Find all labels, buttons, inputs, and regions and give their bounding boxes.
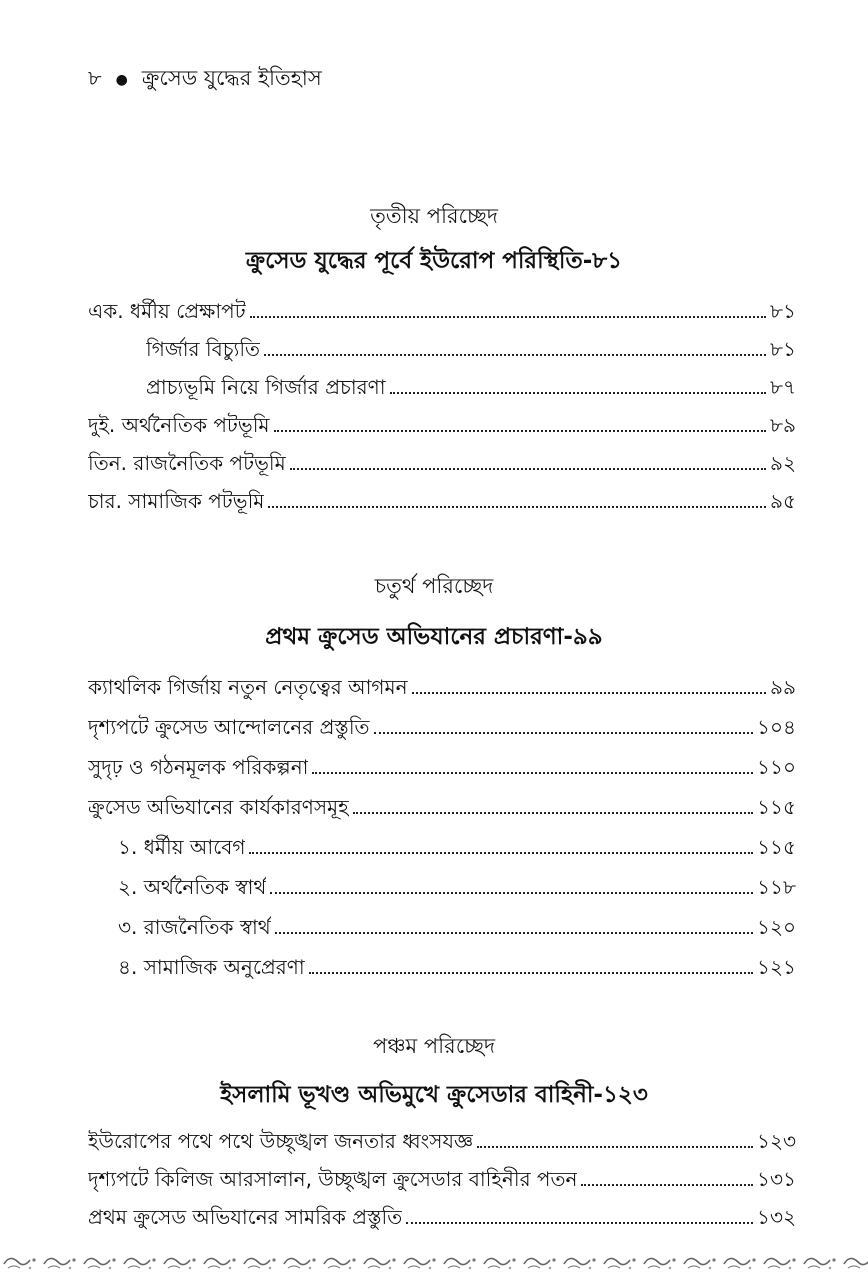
toc-entry-title: দৃশ্যপটে ক্রুসেড আন্দোলনের প্রস্তুতি	[88, 715, 370, 739]
toc-entry[interactable]	[88, 336, 796, 362]
chapter-title: ক্রুসেড যুদ্ধের পূর্বে ইউরোপ পরিস্থিতি-৮১	[245, 248, 623, 274]
toc-entry-page: ৮৭	[770, 375, 796, 399]
dot-leader	[290, 468, 766, 470]
toc-section-5	[88, 1128, 796, 1230]
dot-leader	[374, 732, 753, 734]
chapter-label: চতুর্থ পরিচ্ছেদ	[374, 574, 494, 598]
dot-leader	[390, 392, 766, 394]
toc-entry[interactable]	[88, 1166, 796, 1192]
toc-entry-title: চার. সামাজিক পটভূমি	[88, 489, 265, 513]
dot-leader	[309, 972, 753, 974]
toc-entry-page: ৯৫	[770, 489, 796, 513]
toc-section-4	[88, 674, 796, 980]
page-number: ৮	[88, 66, 102, 90]
toc-entry-title: তিন. রাজনৈতিক পটভূমি	[88, 451, 286, 475]
toc-entry-page: ১১০	[757, 755, 796, 779]
running-header	[88, 62, 322, 97]
dot-leader	[250, 316, 766, 318]
dot-leader	[275, 932, 753, 934]
dot-leader	[412, 692, 766, 694]
dot-leader	[406, 1222, 753, 1224]
toc-entry-title: ইউরোপের পথে পথে উচ্ছৃঙ্খল জনতার ধ্বংসযজ্ঞ	[88, 1129, 474, 1153]
toc-entry-title: দৃশ্যপটে কিলিজ আরসালান, উচ্ছৃঙ্খল ক্রুসেডার বাহিনীর পতন	[88, 1167, 578, 1191]
toc-entry[interactable]	[88, 754, 796, 780]
dot-leader	[353, 812, 753, 814]
toc-entry-title: ক্রুসেড অভিযানের কার্যকারণসমূহ	[88, 795, 349, 819]
toc-entry[interactable]	[88, 374, 796, 400]
toc-entry-title: ৩. রাজনৈতিক স্বার্থ	[118, 915, 271, 939]
chapter-label: পঞ্চম পরিচ্ছেদ	[372, 1034, 496, 1058]
toc-entry-page: ১১৮	[757, 875, 796, 899]
toc-section-3	[88, 298, 796, 514]
toc-entry-page: ১৩১	[757, 1167, 796, 1191]
toc-entry[interactable]	[88, 714, 796, 740]
toc-entry-page: ৯৯	[770, 675, 796, 699]
toc-entry-page: ১০৪	[757, 715, 796, 739]
toc-entry[interactable]	[88, 954, 796, 980]
toc-entry[interactable]	[88, 914, 796, 940]
bullet-icon: ●	[115, 71, 128, 88]
chapter-title: প্রথম ক্রুসেড অভিযানের প্রচারণা-৯৯	[265, 624, 603, 650]
toc-entry[interactable]	[88, 488, 796, 514]
decorative-border-icon	[0, 1248, 868, 1276]
toc-entry-page: ৮১	[770, 337, 796, 361]
toc-entry-title: সুদৃঢ় ও গঠনমূলক পরিকল্পনা	[88, 755, 309, 779]
chapter-label: তৃতীয় পরিচ্ছেদ	[370, 204, 498, 228]
toc-entry[interactable]	[88, 298, 796, 324]
toc-entry-page: ৮৯	[770, 413, 796, 437]
toc-entry-title: দুই. অর্থনৈতিক পটভূমি	[88, 413, 270, 437]
toc-entry-page: ১১৫	[757, 835, 796, 859]
toc-entry-page: ৯২	[770, 451, 796, 475]
toc-entry[interactable]	[88, 412, 796, 438]
toc-entry-title: প্রথম ক্রুসেড অভিযানের সামরিক প্রস্তুতি	[88, 1205, 403, 1229]
toc-entry-title: ক্যাথলিক গির্জায় নতুন নেতৃত্বের আগমন	[88, 675, 408, 699]
toc-entry-page: ১৩২	[757, 1205, 796, 1229]
toc-entry-title: প্রাচ্যভূমি নিয়ে গির্জার প্রচারণা	[146, 375, 386, 399]
chapter-title: ইসলামি ভূখণ্ড অভিমুখে ক্রুসেডার বাহিনী-১২৩	[220, 1082, 648, 1108]
dot-leader	[264, 354, 766, 356]
toc-entry-page: ১২০	[757, 915, 796, 939]
toc-entry[interactable]	[88, 674, 796, 700]
toc-entry-page: ১২৩	[757, 1129, 796, 1153]
dot-leader	[274, 430, 767, 432]
toc-entry[interactable]	[88, 450, 796, 476]
dot-leader	[312, 772, 753, 774]
toc-entry-title: এক. ধর্মীয় প্রেক্ষাপট	[88, 299, 246, 323]
toc-entry[interactable]	[88, 874, 796, 900]
toc-entry-page: ৮১	[770, 299, 796, 323]
toc-entry[interactable]	[88, 1128, 796, 1154]
toc-entry[interactable]	[88, 834, 796, 860]
book-title: ক্রুসেড যুদ্ধের ইতিহাস	[141, 66, 322, 90]
dot-leader	[477, 1146, 753, 1148]
toc-entry-title: ৪. সামাজিক অনুপ্রেরণা	[118, 955, 305, 979]
toc-entry-title: গির্জার বিচ্যুতি	[146, 337, 261, 361]
dot-leader	[249, 852, 753, 854]
toc-entry-page: ১২১	[757, 955, 796, 979]
dot-leader	[270, 892, 753, 894]
toc-entry[interactable]	[88, 794, 796, 820]
toc-entry-title: ২. অর্থনৈতিক স্বার্থ	[118, 875, 267, 899]
toc-entry[interactable]	[88, 1204, 796, 1230]
dot-leader	[581, 1184, 753, 1186]
toc-entry-title: ১. ধর্মীয় আবেগ	[118, 835, 246, 859]
dot-leader	[268, 506, 766, 508]
toc-entry-page: ১১৫	[757, 795, 796, 819]
